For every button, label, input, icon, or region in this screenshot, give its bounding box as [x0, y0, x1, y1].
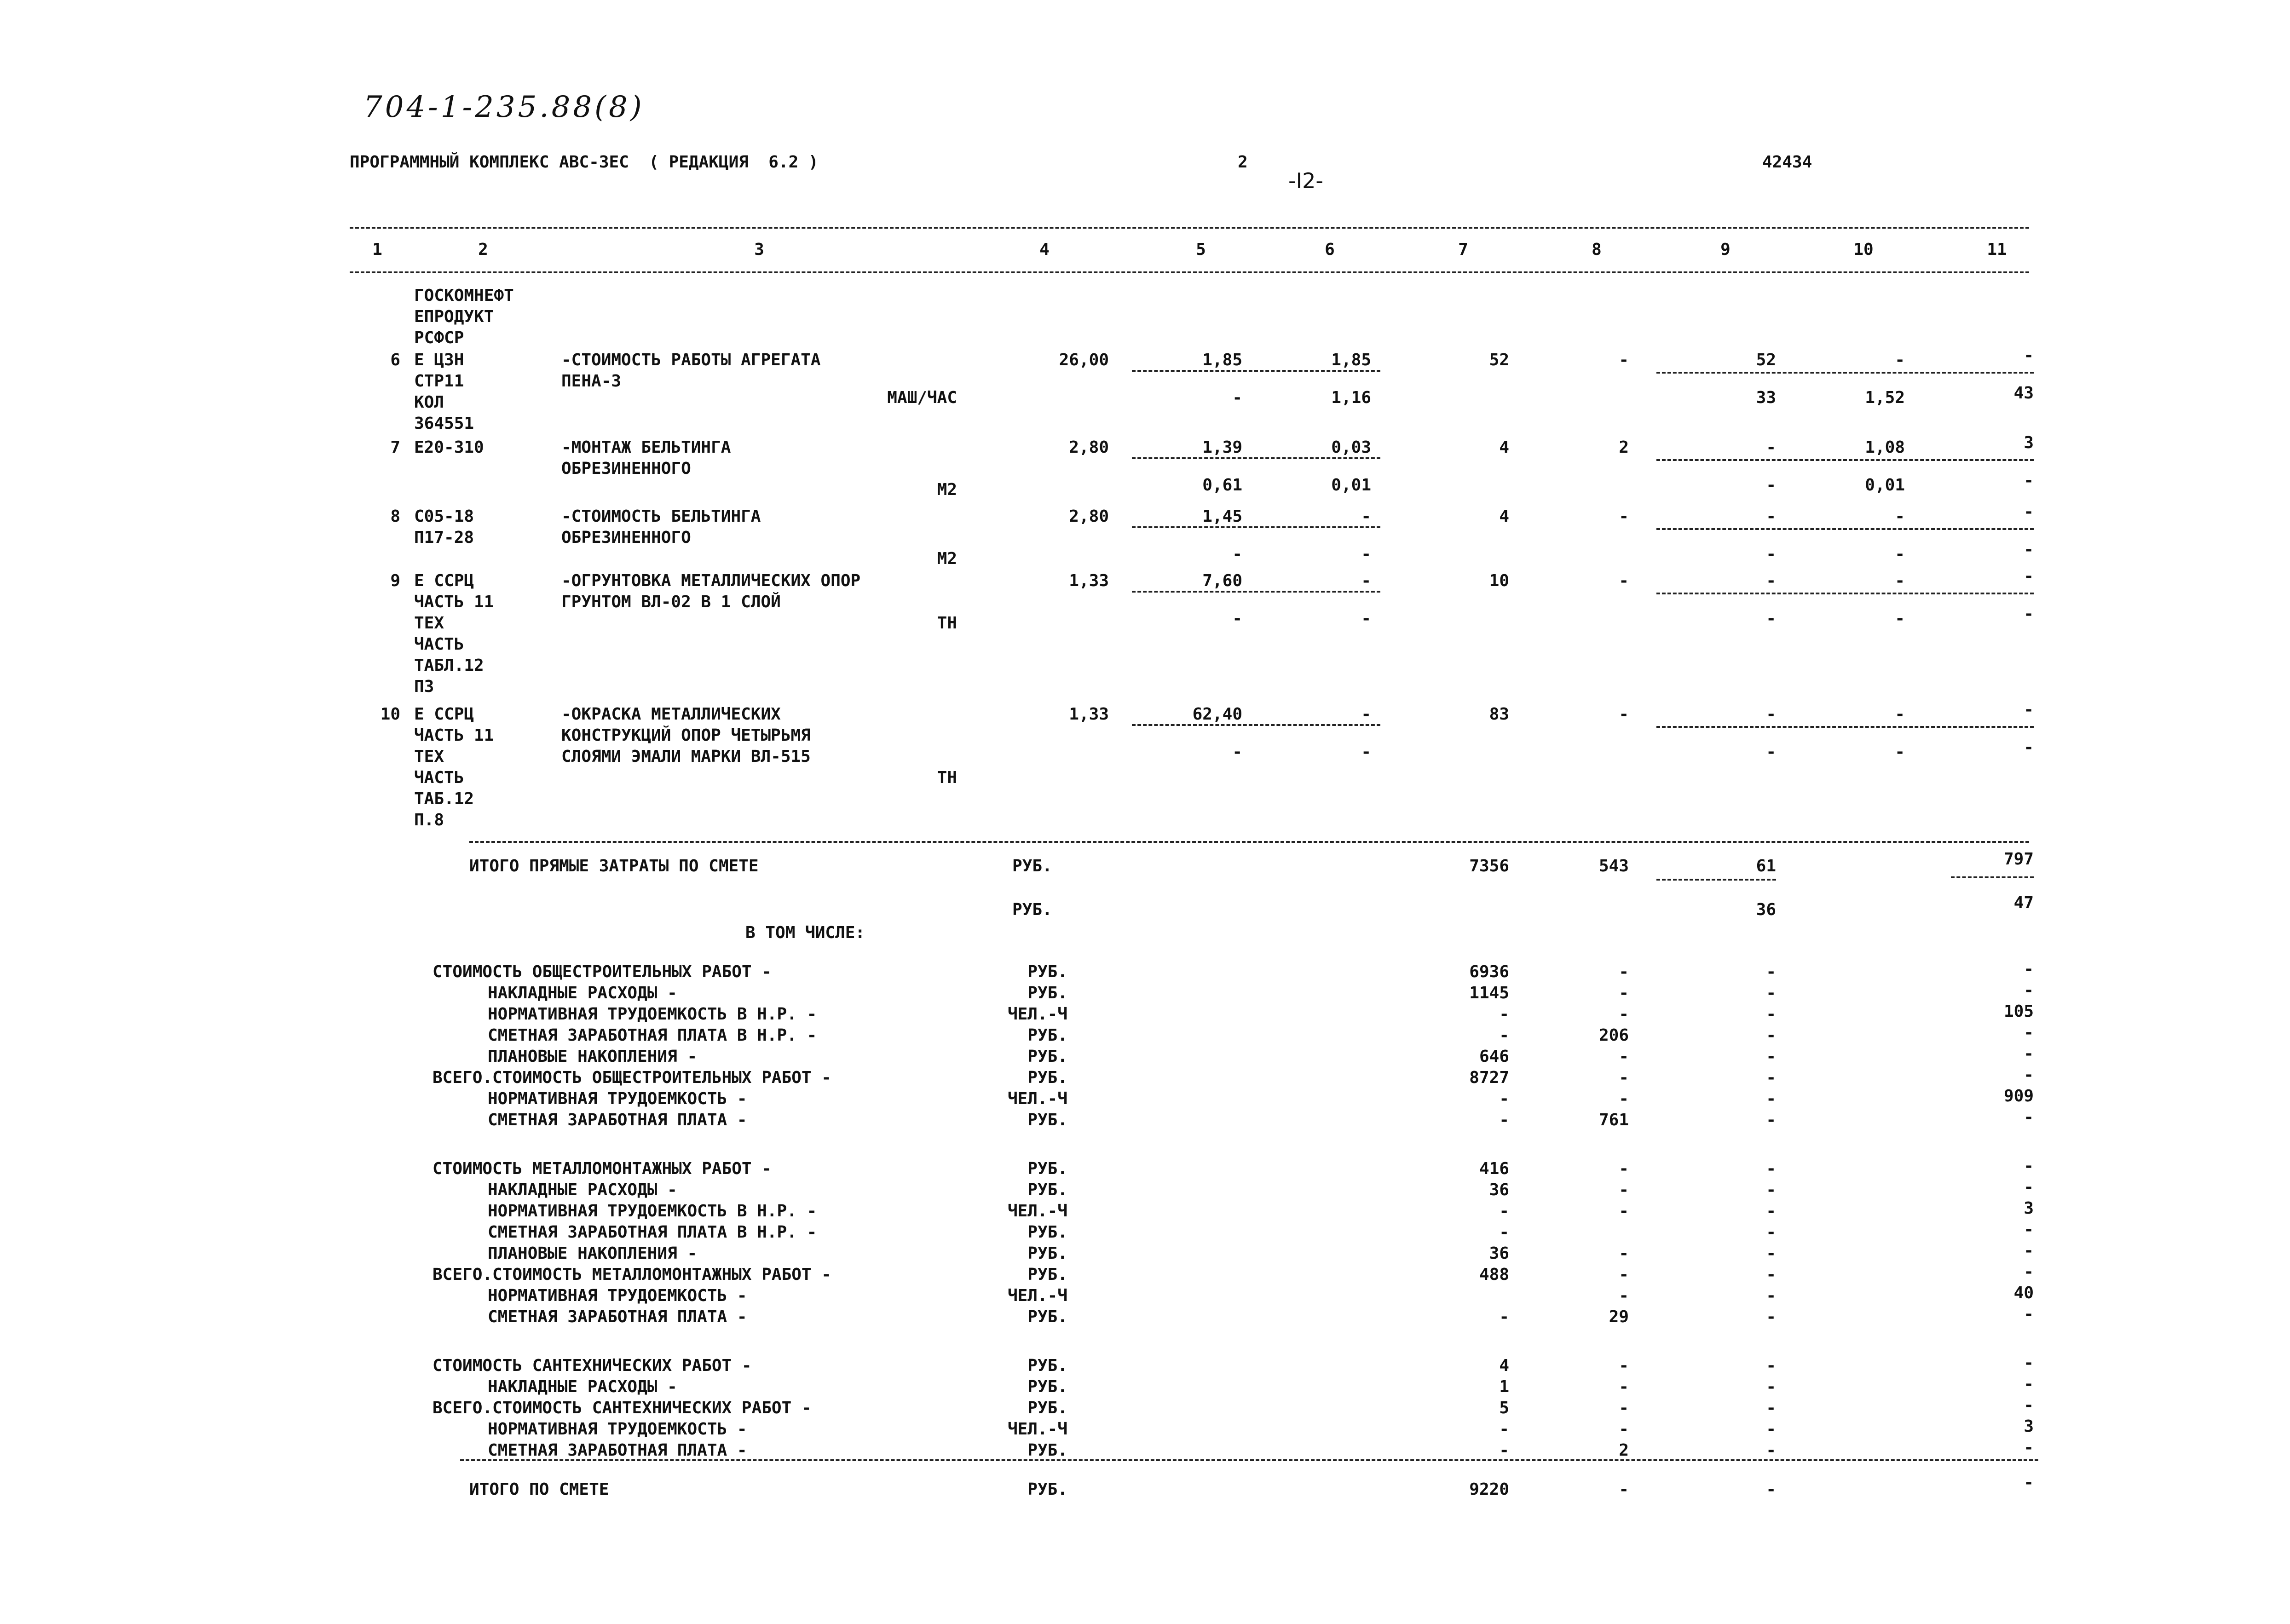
summary-label: СМЕТНАЯ ЗАРАБОТНАЯ ПЛАТА -: [488, 1307, 747, 1326]
summary-col11: 105: [2003, 1002, 2034, 1021]
header-rule-top: [350, 227, 2029, 229]
summary-label: ВСЕГО.СТОИМОСТЬ ОБЩЕСТРОИТЕЛЬНЫХ РАБОТ -: [433, 1068, 831, 1087]
summary-wage: -: [1619, 1047, 1629, 1066]
including-label: В ТОМ ЧИСЛЕ:: [745, 923, 865, 942]
direct-total-unit: РУБ.: [1012, 857, 1052, 875]
summary-unit: ЧЕЛ.-Ч: [1007, 1005, 1067, 1024]
item-unit-price: 62,40: [1192, 705, 1242, 724]
item-code-line: 364551: [414, 414, 474, 433]
summary-col9: -: [1766, 1026, 1776, 1045]
summary-unit: РУБ.: [1027, 1441, 1067, 1460]
summary-col9: -: [1766, 1068, 1776, 1087]
summary-col9: -: [1766, 1181, 1776, 1199]
grand-total-amount: 9220: [1469, 1480, 1509, 1499]
code-prefix-line: ЕПРОДУКТ: [414, 307, 494, 326]
grand-total-rule: [460, 1459, 2038, 1461]
summary-amount: 5: [1499, 1399, 1509, 1417]
summary-col9: -: [1766, 1286, 1776, 1305]
summary-amount: -: [1499, 1307, 1509, 1326]
summary-col11: -: [2024, 1065, 2034, 1084]
summary-label: НОРМАТИВНАЯ ТРУДОЕМКОСТЬ В Н.Р. -: [488, 1202, 817, 1221]
summary-wage: 2: [1619, 1441, 1629, 1460]
summary-label: НОРМАТИВНАЯ ТРУДОЕМКОСТЬ -: [488, 1286, 747, 1305]
item-col6-top: 0,03: [1331, 438, 1371, 457]
summary-col9: -: [1766, 962, 1776, 981]
item-wage: -: [1619, 507, 1629, 526]
summary-label: НАКЛАДНЫЕ РАСХОДЫ -: [488, 1181, 677, 1199]
grand-total-wage: -: [1619, 1480, 1629, 1499]
item-number: 6: [390, 351, 400, 369]
item-quantity: 1,33: [1069, 705, 1109, 724]
summary-wage: -: [1619, 984, 1629, 1002]
item-col11-top: -: [2024, 700, 2034, 719]
item-number: 7: [390, 438, 400, 457]
item-code-line: СТР11: [414, 372, 464, 391]
grand-total-label: ИТОГО ПО СМЕТЕ: [469, 1480, 609, 1499]
item-col6-top: 1,85: [1331, 351, 1371, 369]
item-col11-top: -: [2024, 502, 2034, 521]
item-unit-price-wage: -: [1232, 545, 1242, 564]
summary-unit: РУБ.: [1027, 1111, 1067, 1129]
item-col9-top: -: [1766, 507, 1776, 526]
summary-unit: РУБ.: [1027, 1181, 1067, 1199]
item-quantity: 1,33: [1069, 571, 1109, 590]
summary-unit: РУБ.: [1027, 1068, 1067, 1087]
summary-label: НАКЛАДНЫЕ РАСХОДЫ -: [488, 1377, 677, 1396]
item-split-rule-right: [1656, 726, 2034, 728]
column-header: 5: [1196, 240, 1206, 259]
item-name-line: ГРУНТОМ ВЛ-02 В 1 СЛОЙ: [561, 593, 781, 611]
summary-unit: РУБ.: [1027, 1244, 1067, 1263]
summary-col11: -: [2024, 1375, 2034, 1394]
item-name-line: СЛОЯМИ ЭМАЛИ МАРКИ ВЛ-515: [561, 747, 811, 766]
summary-col11: -: [2024, 1396, 2034, 1415]
item-unit-price-wage: -: [1232, 388, 1242, 407]
column-header: 3: [754, 240, 764, 259]
item-name-line: ПЕНА-3: [561, 372, 622, 391]
summary-amount: 488: [1479, 1265, 1509, 1284]
summary-label: СМЕТНАЯ ЗАРАБОТНАЯ ПЛАТА В Н.Р. -: [488, 1026, 817, 1045]
summary-amount: -: [1499, 1026, 1509, 1045]
document-code: 704-1-235.88(8): [363, 90, 645, 124]
item-col11-bottom: -: [2024, 540, 2034, 559]
item-number: 10: [380, 705, 400, 724]
item-split-rule: [1132, 591, 1380, 593]
item-code-line: ЧАСТЬ: [414, 768, 464, 787]
item-unit-price-wage: 0,61: [1202, 476, 1242, 495]
item-unit: МАШ/ЧАС: [887, 388, 957, 407]
item-split-rule: [1132, 457, 1380, 459]
summary-unit: РУБ.: [1027, 1377, 1067, 1396]
item-unit-price: 1,45: [1202, 507, 1242, 526]
summary-col9: -: [1766, 1377, 1776, 1396]
item-unit: ТН: [937, 768, 957, 787]
summary-label: ПЛАНОВЫЕ НАКОПЛЕНИЯ -: [488, 1047, 698, 1066]
item-col9-bottom: -: [1766, 743, 1776, 761]
item-col10-top: 1,08: [1865, 438, 1905, 457]
summary-label: НОРМАТИВНАЯ ТРУДОЕМКОСТЬ -: [488, 1420, 747, 1439]
summary-col11: 909: [2003, 1087, 2034, 1106]
direct-total-split: [1656, 879, 1776, 881]
item-wage: -: [1619, 351, 1629, 369]
item-wage: 2: [1619, 438, 1629, 457]
summary-amount: -: [1499, 1005, 1509, 1024]
header-rule-bottom: [350, 271, 2029, 273]
code-prefix-line: ГОСКОМНЕФТ: [414, 286, 514, 305]
summary-col9: -: [1766, 1202, 1776, 1221]
summary-label: СМЕТНАЯ ЗАРАБОТНАЯ ПЛАТА В Н.Р. -: [488, 1223, 817, 1242]
item-col6-top: -: [1361, 507, 1371, 526]
summary-amount: 646: [1479, 1047, 1509, 1066]
summary-col9: -: [1766, 1047, 1776, 1066]
summary-unit: РУБ.: [1027, 962, 1067, 981]
summary-wage: -: [1619, 1356, 1629, 1375]
summary-col11: -: [2024, 1262, 2034, 1281]
summary-wage: -: [1619, 1399, 1629, 1417]
sheet-number: 2: [1238, 153, 1248, 172]
summary-wage: -: [1619, 1181, 1629, 1199]
summary-unit: РУБ.: [1027, 1399, 1067, 1417]
item-code-line: ТАБЛ.12: [414, 656, 484, 675]
column-header: 6: [1325, 240, 1335, 259]
summary-amount: -: [1499, 1202, 1509, 1221]
summary-label: НОРМАТИВНАЯ ТРУДОЕМКОСТЬ В Н.Р. -: [488, 1005, 817, 1024]
summary-unit: РУБ.: [1027, 1159, 1067, 1178]
summary-amount: -: [1499, 1441, 1509, 1460]
item-col10-bottom: -: [1895, 743, 1905, 761]
summary-unit: РУБ.: [1027, 1223, 1067, 1242]
summary-col11: -: [2024, 1438, 2034, 1457]
column-header: 7: [1458, 240, 1468, 259]
summary-amount: 416: [1479, 1159, 1509, 1178]
item-col6-top: -: [1361, 571, 1371, 590]
summary-unit: РУБ.: [1027, 1356, 1067, 1375]
summary-amount: -: [1499, 1223, 1509, 1242]
summary-wage: -: [1619, 962, 1629, 981]
item-split-rule: [1132, 724, 1380, 726]
item-col6-bottom: -: [1361, 743, 1371, 761]
item-col11-bottom: -: [2024, 605, 2034, 623]
item-col10-top: -: [1895, 507, 1905, 526]
column-header: 10: [1853, 240, 1874, 259]
item-code-line: ЧАСТЬ: [414, 635, 464, 654]
summary-wage: 206: [1598, 1026, 1629, 1045]
summary-label: НАКЛАДНЫЕ РАСХОДЫ -: [488, 984, 677, 1002]
grand-total-col11: -: [2024, 1473, 2034, 1492]
item-code-line: П3: [414, 677, 434, 696]
item-name-line: ОБРЕЗИНЕННОГО: [561, 459, 691, 478]
item-col11-bottom: 43: [2013, 384, 2034, 403]
summary-col9: -: [1766, 1307, 1776, 1326]
summary-unit: ЧЕЛ.-Ч: [1007, 1286, 1067, 1305]
summary-label: СМЕТНАЯ ЗАРАБОТНАЯ ПЛАТА -: [488, 1111, 747, 1129]
item-name-line: -ОКРАСКА МЕТАЛЛИЧЕСКИХ: [561, 705, 781, 724]
item-unit-price: 1,39: [1202, 438, 1242, 457]
summary-label: ВСЕГО.СТОИМОСТЬ САНТЕХНИЧЕСКИХ РАБОТ -: [433, 1399, 812, 1417]
item-unit-price-wage: -: [1232, 609, 1242, 628]
summary-amount: 1: [1499, 1377, 1509, 1396]
summary-col11: -: [2024, 1157, 2034, 1175]
summary-col11: -: [2024, 1305, 2034, 1324]
summary-unit: ЧЕЛ.-Ч: [1007, 1202, 1067, 1221]
direct-total-col11-2: 47: [2013, 893, 2034, 912]
item-col6-bottom: 1,16: [1331, 388, 1371, 407]
summary-wage: -: [1619, 1068, 1629, 1087]
item-unit-price: 1,85: [1202, 351, 1242, 369]
item-name-line: ОБРЕЗИНЕННОГО: [561, 528, 691, 547]
item-col6-top: -: [1361, 705, 1371, 724]
item-col11-bottom: -: [2024, 471, 2034, 490]
item-code-line: ЧАСТЬ 11: [414, 726, 494, 745]
item-col10-top: -: [1895, 351, 1905, 369]
summary-col11: 3: [2024, 1199, 2034, 1218]
summary-col9: -: [1766, 1089, 1776, 1108]
grand-total-col9: -: [1766, 1480, 1776, 1499]
item-total: 4: [1499, 507, 1509, 526]
item-quantity: 26,00: [1059, 351, 1109, 369]
item-total: 10: [1489, 571, 1509, 590]
column-header: 8: [1592, 240, 1602, 259]
summary-amount: -: [1499, 1089, 1509, 1108]
item-name-line: -МОНТАЖ БЕЛЬТИНГА: [561, 438, 731, 457]
program-title: ПРОГРАММНЫЙ КОМПЛЕКС АВС-3ЕС ( РЕДАКЦИЯ 6.2 ): [350, 153, 819, 172]
direct-total-col9-2: 36: [1756, 900, 1776, 919]
item-code-line: П17-28: [414, 528, 474, 547]
item-col9-bottom: 33: [1756, 388, 1776, 407]
item-split-rule-right: [1656, 593, 2034, 594]
document-number: 42434: [1762, 153, 1812, 172]
code-prefix-line: РСФСР: [414, 328, 464, 347]
summary-unit: РУБ.: [1027, 1047, 1067, 1066]
summary-wage: -: [1619, 1265, 1629, 1284]
item-unit: ТН: [937, 614, 957, 633]
item-col11-top: 3: [2024, 433, 2034, 452]
item-col9-bottom: -: [1766, 545, 1776, 564]
summary-col11: -: [2024, 1044, 2034, 1063]
item-col10-top: -: [1895, 571, 1905, 590]
direct-total-col11: 797: [2003, 850, 2034, 869]
summary-amount: 36: [1489, 1181, 1509, 1199]
summary-col11: -: [2024, 1353, 2034, 1372]
summary-unit: РУБ.: [1027, 1307, 1067, 1326]
summary-wage: -: [1619, 1159, 1629, 1178]
summary-col9: -: [1766, 1420, 1776, 1439]
item-col10-bottom: -: [1895, 609, 1905, 628]
page-number: -I2-: [1288, 168, 1324, 193]
summary-col9: -: [1766, 1244, 1776, 1263]
summary-unit: ЧЕЛ.-Ч: [1007, 1420, 1067, 1439]
item-name-line: -СТОИМОСТЬ БЕЛЬТИНГА: [561, 507, 761, 526]
item-unit: М2: [937, 480, 957, 499]
summary-amount: -: [1499, 1420, 1509, 1439]
summary-col9: -: [1766, 984, 1776, 1002]
item-code-line: ТАБ.12: [414, 789, 474, 808]
item-code-line: Е ЦЗН: [414, 351, 464, 369]
summary-label: ВСЕГО.СТОИМОСТЬ МЕТАЛЛОМОНТАЖНЫХ РАБОТ -: [433, 1265, 831, 1284]
item-col9-bottom: -: [1766, 476, 1776, 495]
item-col11-top: -: [2024, 567, 2034, 586]
column-header: 4: [1039, 240, 1050, 259]
summary-label: ПЛАНОВЫЕ НАКОПЛЕНИЯ -: [488, 1244, 698, 1263]
item-code-line: ЧАСТЬ 11: [414, 593, 494, 611]
item-quantity: 2,80: [1069, 438, 1109, 457]
item-code-line: П.8: [414, 811, 444, 829]
column-header: 2: [478, 240, 488, 259]
item-unit-price: 7,60: [1202, 571, 1242, 590]
summary-wage: -: [1619, 1244, 1629, 1263]
summary-label: НОРМАТИВНАЯ ТРУДОЕМКОСТЬ -: [488, 1089, 747, 1108]
summary-col9: -: [1766, 1441, 1776, 1460]
summary-label: СТОИМОСТЬ САНТЕХНИЧЕСКИХ РАБОТ -: [433, 1356, 752, 1375]
summary-unit: РУБ.: [1027, 1026, 1067, 1045]
item-col10-top: -: [1895, 705, 1905, 724]
summary-col9: -: [1766, 1399, 1776, 1417]
item-col10-bottom: 0,01: [1865, 476, 1905, 495]
item-number: 9: [390, 571, 400, 590]
item-code-line: ТЕХ: [414, 614, 444, 633]
column-header: 1: [372, 240, 382, 259]
summary-amount: -: [1499, 1111, 1509, 1129]
item-name-line: КОНСТРУКЦИЙ ОПОР ЧЕТЫРЬМЯ: [561, 726, 811, 745]
summary-wage: -: [1619, 1005, 1629, 1024]
summary-wage: 29: [1609, 1307, 1629, 1326]
summary-label: СТОИМОСТЬ МЕТАЛЛОМОНТАЖНЫХ РАБОТ -: [433, 1159, 772, 1178]
item-code-line: С05-18: [414, 507, 474, 526]
summary-amount: 4: [1499, 1356, 1509, 1375]
item-total: 83: [1489, 705, 1509, 724]
item-code-line: Е20-310: [414, 438, 484, 457]
direct-total-col9: 61: [1756, 857, 1776, 875]
summary-wage: -: [1619, 1286, 1629, 1305]
item-split-rule: [1132, 370, 1380, 372]
summary-col9: -: [1766, 1223, 1776, 1242]
item-col9-top: -: [1766, 705, 1776, 724]
summary-unit: РУБ.: [1027, 984, 1067, 1002]
item-col6-bottom: -: [1361, 609, 1371, 628]
summary-wage: -: [1619, 1202, 1629, 1221]
summary-label: СТОИМОСТЬ ОБЩЕСТРОИТЕЛЬНЫХ РАБОТ -: [433, 962, 772, 981]
direct-total-label: ИТОГО ПРЯМЫЕ ЗАТРАТЫ ПО СМЕТЕ: [469, 857, 759, 875]
item-unit: М2: [937, 549, 957, 568]
item-code-line: Е ССРЦ: [414, 571, 474, 590]
summary-col9: -: [1766, 1356, 1776, 1375]
summary-wage: -: [1619, 1420, 1629, 1439]
item-col9-top: -: [1766, 438, 1776, 457]
summary-col11: -: [2024, 1178, 2034, 1197]
item-name-line: -СТОИМОСТЬ РАБОТЫ АГРЕГАТА: [561, 351, 821, 369]
summary-col11: -: [2024, 981, 2034, 1000]
item-quantity: 2,80: [1069, 507, 1109, 526]
item-split-rule-right: [1656, 372, 2034, 374]
item-number: 8: [390, 507, 400, 526]
summary-col11: 40: [2013, 1284, 2034, 1302]
summary-col11: -: [2024, 1108, 2034, 1127]
item-col9-top: -: [1766, 571, 1776, 590]
summary-unit: ЧЕЛ.-Ч: [1007, 1089, 1067, 1108]
summary-amount: 36: [1489, 1244, 1509, 1263]
summary-col11: 3: [2024, 1417, 2034, 1436]
item-split-rule-right: [1656, 528, 2034, 530]
item-col10-bottom: -: [1895, 545, 1905, 564]
summary-amount: 1145: [1469, 984, 1509, 1002]
column-header: 9: [1720, 240, 1730, 259]
item-name-line: -ОГРУНТОВКА МЕТАЛЛИЧЕСКИХ ОПОР: [561, 571, 861, 590]
summary-wage: 761: [1598, 1111, 1629, 1129]
item-col9-bottom: -: [1766, 609, 1776, 628]
summary-col9: -: [1766, 1159, 1776, 1178]
item-total: 52: [1489, 351, 1509, 369]
item-code-line: КОЛ: [414, 393, 444, 412]
item-col11-bottom: -: [2024, 738, 2034, 757]
item-code-line: ТЕХ: [414, 747, 444, 766]
grand-total-unit: РУБ.: [1027, 1480, 1067, 1499]
item-unit-price-wage: -: [1232, 743, 1242, 761]
direct-total-wage: 543: [1598, 857, 1629, 875]
item-code-line: Е ССРЦ: [414, 705, 474, 724]
summary-col11: -: [2024, 1220, 2034, 1239]
summary-col9: -: [1766, 1265, 1776, 1284]
column-header: 11: [1987, 240, 2007, 259]
summary-col11: -: [2024, 960, 2034, 979]
summary-wage: -: [1619, 1089, 1629, 1108]
item-col9-top: 52: [1756, 351, 1776, 369]
item-col11-top: -: [2024, 346, 2034, 365]
item-wage: -: [1619, 705, 1629, 724]
summary-col9: -: [1766, 1111, 1776, 1129]
summary-col11: -: [2024, 1023, 2034, 1042]
item-col6-bottom: 0,01: [1331, 476, 1371, 495]
summary-amount: 8727: [1469, 1068, 1509, 1087]
item-col6-bottom: -: [1361, 545, 1371, 564]
summary-amount: 6936: [1469, 962, 1509, 981]
summary-wage: -: [1619, 1377, 1629, 1396]
summary-unit: РУБ.: [1027, 1265, 1067, 1284]
direct-total-split-right: [1951, 876, 2034, 878]
summary-col11: -: [2024, 1241, 2034, 1260]
direct-total-unit-2: РУБ.: [1012, 900, 1052, 919]
item-wage: -: [1619, 571, 1629, 590]
direct-total-amount: 7356: [1469, 857, 1509, 875]
item-split-rule-right: [1656, 459, 2034, 461]
summary-label: СМЕТНАЯ ЗАРАБОТНАЯ ПЛАТА -: [488, 1441, 747, 1460]
item-split-rule: [1132, 526, 1380, 528]
summary-col9: -: [1766, 1005, 1776, 1024]
totals-rule: [469, 841, 2029, 843]
item-total: 4: [1499, 438, 1509, 457]
item-col10-bottom: 1,52: [1865, 388, 1905, 407]
